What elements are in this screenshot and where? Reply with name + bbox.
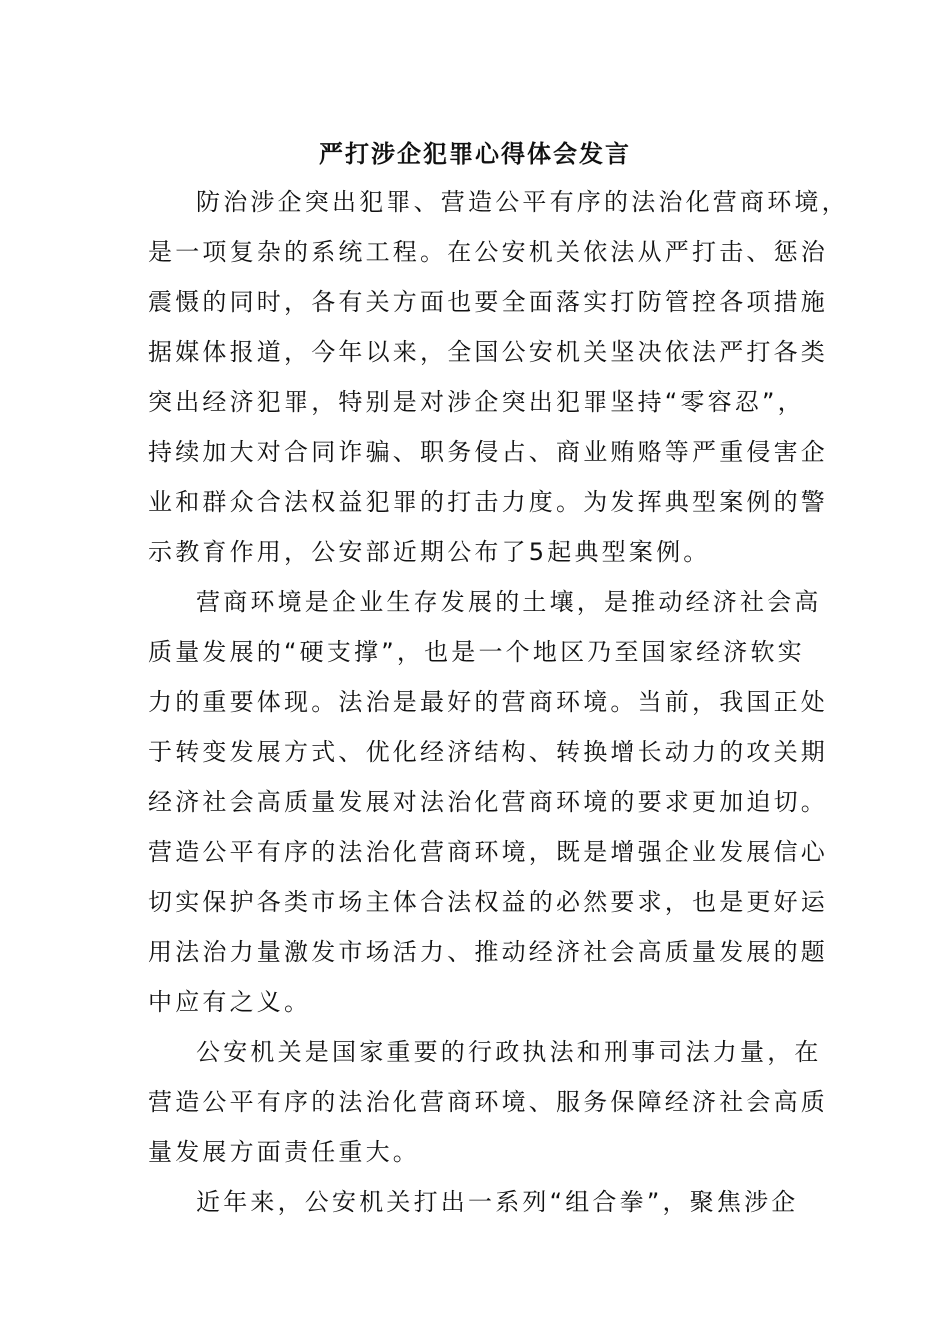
- text-line: 用法治力量激发市场活力、推动经济社会高质量发展的题: [148, 938, 828, 966]
- text-line: 公安机关是国家重要的行政执法和刑事司法力量，在: [196, 1038, 822, 1066]
- text-line: 示教育作用，公安部近期公布了5起典型案例。: [148, 538, 711, 566]
- text-line: 量发展方面责任重大。: [148, 1138, 420, 1166]
- text-line: 营商环境是企业生存发展的土壤，是推动经济社会高: [196, 588, 822, 616]
- text-line: 近年来，公安机关打出一系列“组合拳”，聚焦涉企: [196, 1188, 799, 1216]
- text-line: 据媒体报道，今年以来，全国公安机关坚决依法严打各类: [148, 338, 828, 366]
- text-line: 是一项复杂的系统工程。在公安机关依法从严打击、惩治: [148, 238, 828, 266]
- text-line: 切实保护各类市场主体合法权益的必然要求，也是更好运: [148, 888, 828, 916]
- text-line: 营造公平有序的法治化营商环境，既是增强企业发展信心: [148, 838, 828, 866]
- text-line: 力的重要体现。法治是最好的营商环境。当前，我国正处: [148, 688, 828, 716]
- text-line: 持续加大对合同诈骗、职务侵占、商业贿赂等严重侵害企: [148, 438, 828, 466]
- document-title: 严打涉企犯罪心得体会发言: [319, 139, 631, 168]
- text-line: 防治涉企突出犯罪、营造公平有序的法治化营商环境，: [196, 188, 849, 216]
- text-line: 中应有之义。: [148, 988, 312, 1016]
- text-line: 营造公平有序的法治化营商环境、服务保障经济社会高质: [148, 1088, 828, 1116]
- text-line: 震慑的同时，各有关方面也要全面落实打防管控各项措施: [148, 288, 828, 316]
- text-line: 经济社会高质量发展对法治化营商环境的要求更加迫切。: [148, 788, 828, 816]
- text-line: 业和群众合法权益犯罪的打击力度。为发挥典型案例的警: [148, 488, 828, 516]
- text-line: 质量发展的“硬支撑”，也是一个地区乃至国家经济软实: [148, 638, 805, 666]
- text-line: 突出经济犯罪，特别是对涉企突出犯罪坚持“零容忍”，: [148, 388, 805, 416]
- text-line: 于转变发展方式、优化经济结构、转换增长动力的攻关期: [148, 738, 828, 766]
